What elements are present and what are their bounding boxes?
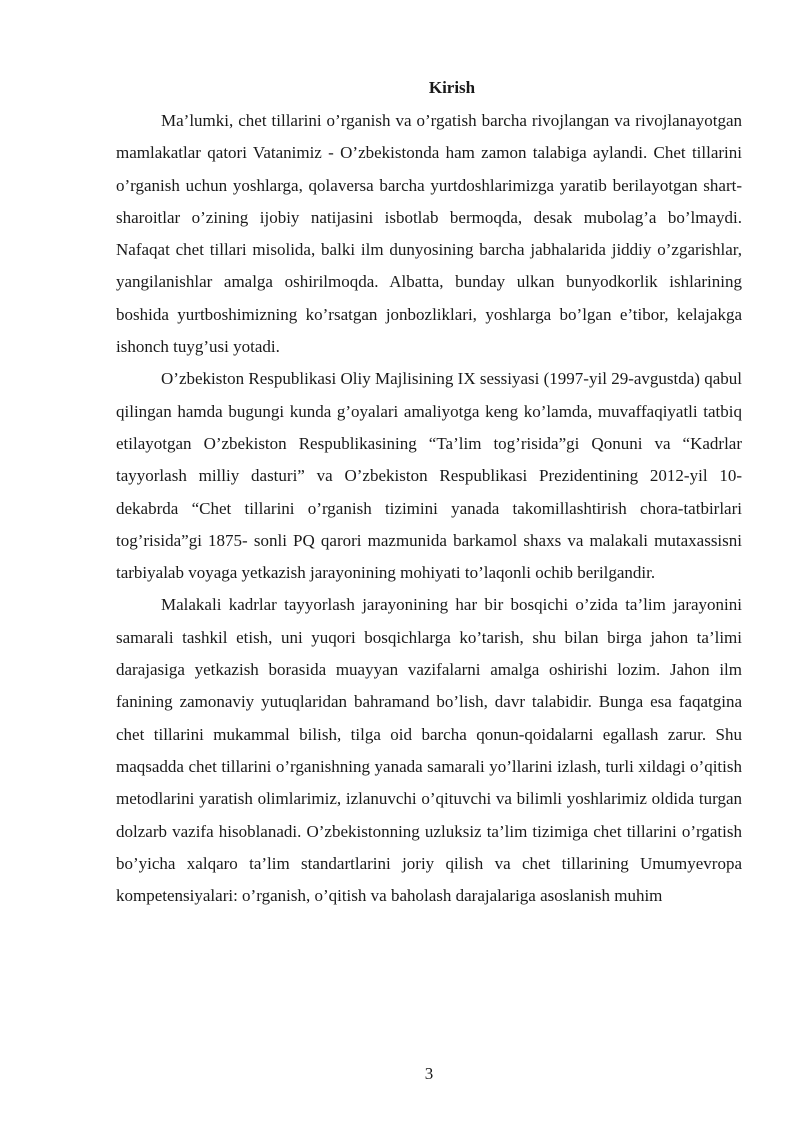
section-heading: Kirish (428, 78, 476, 97)
paragraph-2: O’zbekiston Respublikasi Oliy Majlisining IX sessiyasi (1997-yil 29-avgustda) qabul qilingan hamda bugungi kunda g’oyalari amaliyotga keng ko’lamda, muvaffaqiyatli tatbiq etilayotgan O’zbekiston Respublikasining “Ta’lim tog’risida”gi Qonuni va “Kadrlar tayyorlash milliy dasturi” va O’zbekiston Respublikasi Prezidentining 2012-yil 10-dekabrda “Chet tillarini o’rganish tizimini yanada takomillashtirish chora-tatbirlari tog’risida”gi 1875- sonli PQ qarori mazmunida barkamol shaxs va malakali mutaxassisni tarbiyalab voyaga yetkazish jarayonining mohiyati to’laqonli ochib berilgandir. (116, 369, 742, 583)
paragraph-1: Ma’lumki, chet tillarini o’rganish va o’rgatish barcha rivojlangan va rivojlanayotgan mamlakatlar qatori Vatanimiz - O’zbekistonda ham zamon talabiga aylandi. Chet tillarini o’rganish uchun yoshlarga, qolaversa barcha yurtdoshlarimizga yaratib berilayotgan shart-sharoitlar o’zining ijobiy natijasini isbotlab bermoqda, desak mubolag’a bo’lmaydi. Nafaqat chet tillari misolida, balki ilm dunyosining barcha jabhalarida jiddiy o’zgarishlar, yangilanishlar amalga oshirilmoqda. Albatta, bunday ulkan bunyodkorlik ishlarining boshida yurtboshimizning ko’rsatgan jonbozliklari, yoshlarga bo’lgan e’tibor, kelajakga ishonch tuyg’usi yotadi. (116, 111, 742, 357)
paragraph-3: Malakali kadrlar tayyorlash jarayonining har bir bosqichi o’zida ta’lim jarayonini samarali tashkil etish, uni yuqori bosqichlarga ko’tarish, shu bilan birga jahon ta’limi darajasiga yetkazish borasida muayyan vazifalarni amalga oshirishi lozim. Jahon ilm fanining zamonaviy yutuqlaridan bahramand bo’lish, davr talabidir. Bunga esa faqatgina chet tillarini mukammal bilish, tilga oid barcha qonun-qoidalarni egallash zarur. Shu maqsadda chet tillarini o’rganishning yanada samarali yo’llarini izlash, turli xildagi o’qitish metodlarini yaratish olimlarimiz, izlanuvchi o’qituvchi va bilimli yoshlarimiz oldida turgan dolzarb vazifa hisoblanadi. O’zbekistonning uzluksiz ta’lim tizimiga chet tillarini o’rgatish bo’yicha xalqaro ta’lim standartlarini joriy qilish va chet tillarining Umumyevropa kompetensiyalari: o’rganish, o’qitish va baholash darajalariga asoslanish muhim (116, 595, 742, 906)
page-number: 3 (424, 1064, 434, 1083)
body-text (116, 105, 742, 912)
